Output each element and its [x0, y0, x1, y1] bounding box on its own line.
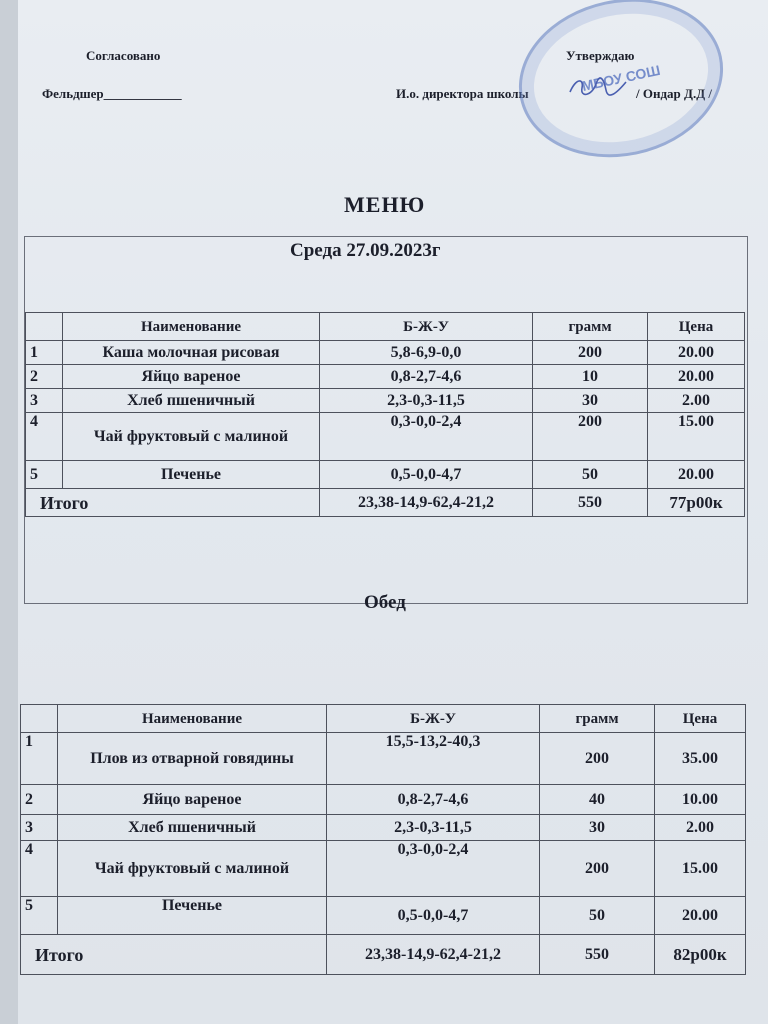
dish-bju: 2,3-0,3-11,5 — [320, 389, 533, 413]
total-price: 82р00к — [655, 935, 746, 975]
dish-price: 35.00 — [655, 733, 746, 785]
dish-gram: 40 — [540, 785, 655, 815]
lunch-table — [20, 704, 746, 975]
table-row — [26, 341, 745, 365]
dish-gram: 200 — [540, 733, 655, 785]
stamp-text: МБОУ СОШ — [580, 61, 662, 95]
row-number: 4 — [26, 413, 63, 461]
dish-gram: 200 — [540, 841, 655, 897]
col-name-header: Наименование — [63, 313, 320, 341]
dish-gram: 200 — [533, 341, 648, 365]
dish-name: Каша молочная рисовая — [63, 341, 320, 365]
total-label: Итого — [26, 489, 320, 517]
dish-price: 15.00 — [648, 413, 745, 461]
director-label: И.о. директора школы — [396, 86, 529, 101]
dish-price: 2.00 — [655, 815, 746, 841]
dish-price: 20.00 — [655, 897, 746, 935]
table-row — [21, 733, 746, 785]
total-gram: 550 — [540, 935, 655, 975]
row-number: 1 — [21, 733, 58, 785]
document-title: МЕНЮ — [344, 192, 426, 217]
dish-gram: 30 — [533, 389, 648, 413]
director-name: / Ондар Д.Д / — [636, 86, 713, 101]
dish-price: 20.00 — [648, 365, 745, 389]
row-number: 2 — [26, 365, 63, 389]
total-row — [21, 935, 746, 975]
row-number: 5 — [21, 897, 58, 935]
dish-gram: 30 — [540, 815, 655, 841]
dish-bju: 5,8-6,9-0,0 — [320, 341, 533, 365]
col-gram-header: грамм — [533, 313, 648, 341]
total-gram: 550 — [533, 489, 648, 517]
total-label: Итого — [21, 935, 327, 975]
col-price-header: Цена — [648, 313, 745, 341]
director-signature — [568, 76, 628, 98]
dish-name: Печенье — [63, 461, 320, 489]
table-header-row — [26, 313, 745, 341]
dish-name: Плов из отварной говядины — [58, 733, 327, 785]
table-header-row — [21, 705, 746, 733]
row-number: 4 — [21, 841, 58, 897]
dish-gram: 200 — [533, 413, 648, 461]
dish-name: Печенье — [58, 897, 327, 935]
total-bju: 23,38-14,9-62,4-21,2 — [327, 935, 540, 975]
dish-price: 15.00 — [655, 841, 746, 897]
paramedic-line: Фельдшер____________ — [42, 86, 182, 101]
row-number: 3 — [26, 389, 63, 413]
table-row — [21, 785, 746, 815]
dish-name: Яйцо вареное — [58, 785, 327, 815]
dish-name: Хлеб пшеничный — [63, 389, 320, 413]
breakfast-table — [25, 312, 745, 517]
dish-gram: 10 — [533, 365, 648, 389]
dish-price: 10.00 — [655, 785, 746, 815]
col-name-header: Наименование — [58, 705, 327, 733]
dish-bju: 15,5-13,2-40,3 — [327, 733, 540, 785]
dish-bju: 0,5-0,0-4,7 — [327, 897, 540, 935]
table-row — [26, 461, 745, 489]
col-price-header: Цена — [655, 705, 746, 733]
num-header — [21, 705, 58, 733]
col-bju-header: Б-Ж-У — [327, 705, 540, 733]
table-row — [26, 365, 745, 389]
dish-bju: 0,3-0,0-2,4 — [320, 413, 533, 461]
approve-label: Утверждаю — [566, 48, 635, 63]
dish-name: Чай фруктовый с малиной — [63, 413, 320, 461]
table-row — [21, 815, 746, 841]
total-bju: 23,38-14,9-62,4-21,2 — [320, 489, 533, 517]
dish-bju: 0,3-0,0-2,4 — [327, 841, 540, 897]
table-row — [21, 897, 746, 935]
dish-name: Чай фруктовый с малиной — [58, 841, 327, 897]
dish-bju: 0,8-2,7-4,6 — [327, 785, 540, 815]
dish-price: 20.00 — [648, 461, 745, 489]
total-row — [26, 489, 745, 517]
lunch-title: Обед — [364, 592, 406, 613]
dish-name: Хлеб пшеничный — [58, 815, 327, 841]
row-number: 5 — [26, 461, 63, 489]
dish-gram: 50 — [540, 897, 655, 935]
dish-bju: 0,5-0,0-4,7 — [320, 461, 533, 489]
table-row — [26, 413, 745, 461]
dish-name: Яйцо вареное — [63, 365, 320, 389]
table-row — [26, 389, 745, 413]
row-number: 2 — [21, 785, 58, 815]
breakfast-date-title: Среда 27.09.2023г — [290, 240, 441, 261]
table-row — [21, 841, 746, 897]
num-header — [26, 313, 63, 341]
col-gram-header: грамм — [540, 705, 655, 733]
dish-gram: 50 — [533, 461, 648, 489]
dish-price: 20.00 — [648, 341, 745, 365]
dish-bju: 2,3-0,3-11,5 — [327, 815, 540, 841]
dish-price: 2.00 — [648, 389, 745, 413]
row-number: 3 — [21, 815, 58, 841]
row-number: 1 — [26, 341, 63, 365]
approved-label: Согласовано — [86, 48, 161, 63]
col-bju-header: Б-Ж-У — [320, 313, 533, 341]
total-price: 77р00к — [648, 489, 745, 517]
dish-bju: 0,8-2,7-4,6 — [320, 365, 533, 389]
